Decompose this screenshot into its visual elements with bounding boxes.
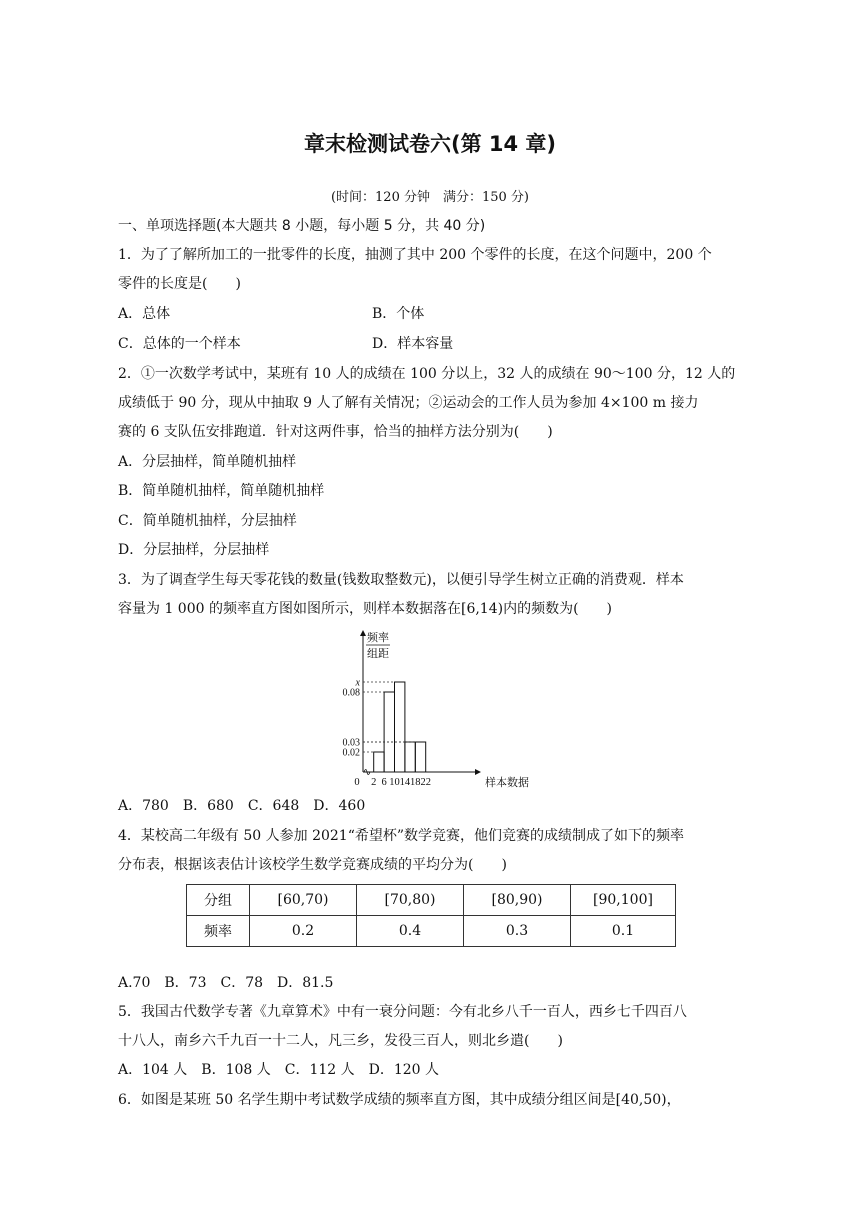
q1-option-a: A．总体 bbox=[118, 306, 171, 322]
frequency-table bbox=[186, 884, 676, 947]
table-cell: 0.2 bbox=[250, 916, 357, 947]
histogram-bar bbox=[415, 742, 425, 772]
histogram-bar bbox=[384, 692, 394, 772]
q2-stem-line1: 2．①一次数学考试中，某班有 10 人的成绩在 100 分以上，32 人的成绩在 90～100 分，12 人的 bbox=[118, 366, 736, 382]
q4-stem-line1: 4．某校高二年级有 50 人参加 2021“希望杯”数学竞赛，他们竞赛的成绩制成了如下的频率 bbox=[118, 828, 685, 844]
y-axis-label-top: 频率 bbox=[367, 632, 389, 644]
page-title: 章末检测试卷六(第 14 章) bbox=[303, 132, 557, 156]
histogram-bar bbox=[405, 742, 415, 772]
q2-option-a: A．分层抽样，简单随机抽样 bbox=[118, 454, 297, 470]
x-axis-label: 样本数据 bbox=[485, 777, 529, 789]
y-tick-label: 0.08 bbox=[342, 687, 360, 699]
q4-stem-line2: 分布表，根据该表估计该校学生数学竞赛成绩的平均分为( ) bbox=[118, 857, 507, 873]
q2-stem-line2: 成绩低于 90 分，现从中抽取 9 人了解有关情况；②运动会的工作人员为参加 4×100 m 接力 bbox=[118, 395, 699, 411]
q3-options: A．780 B．680 C．648 D．460 bbox=[118, 798, 366, 814]
q3-stem-line2: 容量为 1 000 的频率直方图如图所示，则样本数据落在[6,14)内的频数为( ) bbox=[118, 601, 612, 617]
origin-label: 0 bbox=[354, 777, 360, 788]
q3-stem-line1: 3．为了调查学生每天零花钱的数量(钱数取整数元)，以便引导学生树立正确的消费观．样本 bbox=[118, 572, 684, 588]
x-tick-label: 14 bbox=[399, 777, 411, 788]
q2-stem-line3: 赛的 6 支队伍安排跑道．针对这两件事，恰当的抽样方法分别为( ) bbox=[118, 424, 553, 440]
y-tick-label: x bbox=[355, 677, 360, 689]
q1-stem-line2: 零件的长度是( ) bbox=[118, 276, 241, 292]
table-cell: [90,100] bbox=[571, 885, 676, 916]
table-cell: [60,70) bbox=[250, 885, 357, 916]
x-tick-label: 6 bbox=[381, 777, 387, 788]
q5-stem-line1: 5．我国古代数学专著《九章算术》中有一衰分问题：今有北乡八千一百人，西乡七千四百八 bbox=[118, 1004, 687, 1020]
q1-option-b: B．个体 bbox=[372, 306, 425, 322]
x-tick-label: 10 bbox=[389, 777, 400, 788]
table-row bbox=[187, 916, 676, 947]
histogram-bar bbox=[374, 752, 384, 772]
q1-option-d: D．样本容量 bbox=[372, 336, 454, 352]
table-cell: [70,80) bbox=[357, 885, 464, 916]
histogram-bar bbox=[395, 682, 405, 772]
table-cell: [80,90) bbox=[464, 885, 571, 916]
q5-stem-line2: 十八人，南乡六千九百一十二人，凡三乡，发役三百人，则北乡遣( ) bbox=[118, 1033, 563, 1049]
frequency-histogram bbox=[330, 626, 540, 790]
q2-option-d: D．分层抽样，分层抽样 bbox=[118, 542, 270, 558]
q5-options: A．104 人 B．108 人 C．112 人 D．120 人 bbox=[118, 1062, 440, 1078]
exam-meta: (时间：120 分钟 满分：150 分) bbox=[330, 190, 530, 205]
y-axis-arrow bbox=[360, 630, 366, 636]
table-cell: 0.1 bbox=[571, 916, 676, 947]
q1-stem-line1: 1．为了了解所加工的一批零件的长度，抽测了其中 200 个零件的长度，在这个问题中，200 个 bbox=[118, 247, 712, 263]
x-tick-label: 18 bbox=[410, 777, 421, 788]
q1-option-c: C．总体的一个样本 bbox=[118, 336, 241, 352]
y-axis-label-bottom: 组距 bbox=[367, 648, 389, 660]
section-heading: 一、单项选择题(本大题共 8 小题，每小题 5 分，共 40 分) bbox=[118, 218, 486, 234]
table-cell: 0.3 bbox=[464, 916, 571, 947]
table-cell: 频率 bbox=[187, 916, 250, 947]
q4-options: A.70 B．73 C．78 D．81.5 bbox=[118, 975, 334, 991]
table-row bbox=[187, 885, 676, 916]
q2-option-c: C．简单随机抽样，分层抽样 bbox=[118, 513, 297, 529]
q2-option-b: B．简单随机抽样，简单随机抽样 bbox=[118, 483, 325, 499]
x-tick-label: 2 bbox=[371, 777, 377, 788]
y-tick-label: 0.03 bbox=[342, 737, 360, 749]
q6-stem-line1: 6．如图是某班 50 名学生期中考试数学成绩的频率直方图，其中成绩分组区间是[40,50)， bbox=[118, 1092, 681, 1108]
table-cell: 0.4 bbox=[357, 916, 464, 947]
x-tick-label: 22 bbox=[420, 777, 431, 788]
x-axis-arrow bbox=[475, 769, 481, 775]
y-tick-label: 0.02 bbox=[342, 747, 360, 759]
table-cell: 分组 bbox=[187, 885, 250, 916]
